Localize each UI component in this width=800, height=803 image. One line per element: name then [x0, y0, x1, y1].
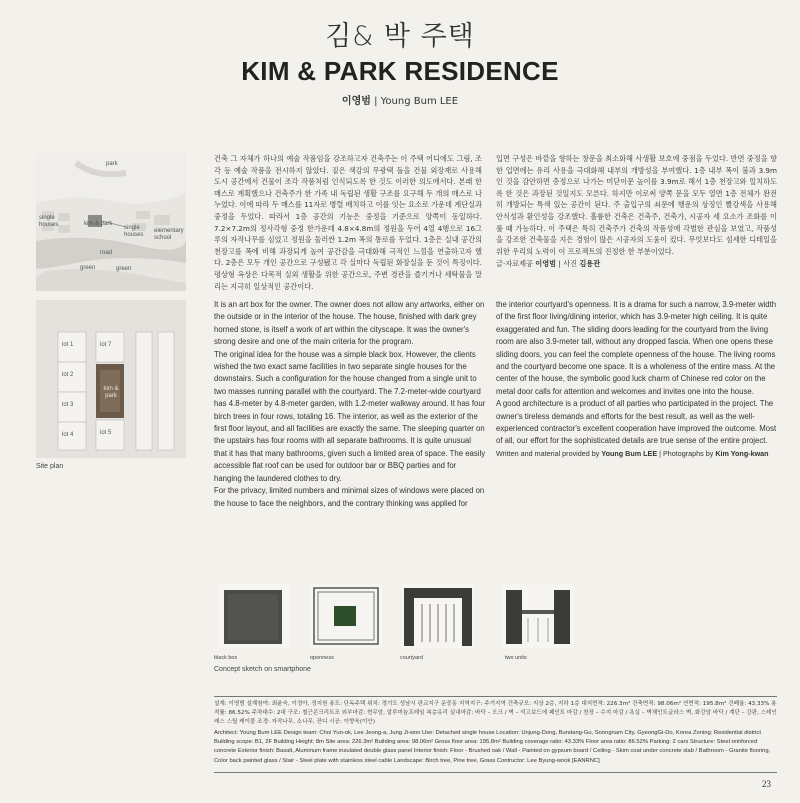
- korean-credit: [496, 258, 777, 270]
- map-label-green-2: green: [116, 266, 132, 272]
- lot-label-7: lot 7: [100, 342, 112, 348]
- english-paragraph-4: the interior courtyard's openness. It is a drama for such a narrow, 3.9-meter width of the first floor living/dining interior, which has 3.9-meter high ceiling. It is quite exaggerated and fun. The sliding doors leading for the courtyard from the living room are also 3.9-meter tall, without any dropped fascia. When one opens these sliding doors, you can feel the complete openness of the house. The living rooms and the courtyard become one space. It is a wholeness of the entire mass. At the center of the house, the symbolic good luck charm of Chinese red color on the metal door calls for attention and welcomes and invites one into the house.: [496, 300, 777, 396]
- korean-credit-author: 이영범: [535, 259, 557, 269]
- korean-credit-sep: | 사진: [556, 259, 580, 269]
- korean-text-column-1: [214, 153, 482, 292]
- specs-english: Architect: Young Bum LEE Design team: Choi Yun-ok, Lee Jeong-a, Jung Ji-won Use: Detached single house Location: Unjung-Dong, Bundang-Gu, Soongnam City, GyeongGi-Do, Korea Zoning: Residential district Building scope: B1, 2F Building Height: 8m Site area: 226.3m² Building area: 98.06m² Gross floor area: 195.8m² Building coverage ratio: 43.33% Floor area ratio: 86.52% Parking: 2 cars Structure: Steel reinforced concrete Exterior finish: Basalt, Aluminum frame insulated double glass panel Interior finish: Floor - Brushed oak / Wall - Painted on gypsum board / Ceiling - Skim coat under concrete slab / Bathroom - Granite flooring, Color back painted glass / Stair - Steel plate with stainless steel cable Landscape: Birch tree, Pine tree, Grass Contructor: Lee Byung-wook [EANRNC]: [214, 730, 771, 764]
- english-text-column-1: [214, 299, 486, 510]
- author-line: [0, 92, 800, 107]
- sketch-courtyard: [398, 580, 478, 652]
- lot-label-5: lot 5: [100, 430, 112, 436]
- author-english: Young Bum LEE: [380, 96, 459, 107]
- specs-rule-top: [214, 696, 777, 697]
- english-credit-sep: | Photographs by: [657, 448, 716, 458]
- map-label-park: park: [106, 161, 118, 167]
- english-credit: [496, 448, 778, 460]
- lot-label-3: lot 3: [62, 402, 74, 408]
- english-text-column-2: [496, 299, 778, 460]
- korean-credit-prefix: 글·자료제공: [496, 259, 536, 269]
- english-paragraph-1: It is an art box for the owner. The owner does not allow any artworks, either on the outside or in the interior of the house. The house, finished with dark grey horned stone, is itself a work of art within the cityscape. It was the owner's strong desire and one of the main criteria for the program.: [214, 300, 485, 347]
- sketch-label-two-units: two units: [505, 655, 527, 661]
- lot-label-2: lot 2: [62, 372, 74, 378]
- sketch-label-black-box: black box: [214, 655, 238, 661]
- english-credit-author: Young Bum LEE: [601, 448, 658, 458]
- site-aerial-map: [36, 153, 186, 291]
- author-korean: 이영범: [341, 96, 371, 107]
- english-credit-prefix: Written and material provided by: [496, 448, 602, 458]
- map-label-single-houses-left: single houses: [39, 215, 59, 228]
- korean-paragraph-2: 입면 구성은 바깥을 향하는 창문을 최소화해 사생활 보호에 중점을 두었다. 반면 중정을 향한 입면에는 유리 사용을 극대화해 내부의 개방성을 부여했다. 1층 내부 폭이 불과 3.9m인 것을 감안하면 층정으로 나가는 미닫이문 높이를 3.9m로 해서 1층 천장고와 일치하도록 한 것은 과장된 것일지도 모른다. 하지만 이로써 양쪽 문을 모두 열면 1층 전체가 완전히 개방되는 특색 있는 공간이 된다. 주 출입구의 쇠문에 행운의 상징인 빨강색을 사용해 안식성과 환인성을 강조했다. 훌륭한 건축은 건축주, 건축가, 시공자 세 요소가 조화를 이룰 때 가능하다. 이 주택은 특히 건축주가 건축의 작품성에 각별한 관심을 보였고, 작품성을 강조한 건축물을 지은 경험이 많은 시공자의 도움이 컸다. 무엇보다도 섬세한 디테일을 위한 우리의 노력이 이 프로젝트의 진정한 한 부분이었다.: [496, 154, 777, 256]
- english-paragraph-2: The original idea for the house was a simple black box. However, the clients wished the two exact same facilities in two separate single houses for the downstairs. Such a configuration for the house changed from a single unit to two masses running parallel with the courtyard. The 7.2-meter-wide courtyard has 4.8-meter by 4.8-meter garden, with 1.2-meter walkway around. It has four birch trees in four rows, totaling 16. The interior, as well as the exterior of the first floor layout, and all facilities are exactly the same. The sleeping quarter on the upstairs has four rooms with all separate bathrooms. It is quite unusual that it has that many bathrooms, given such a limited area of space. The easily accessible flat roof can be used for outdoor bar or BBQ parties and for hanging the laundered clothes to dry.: [214, 349, 486, 483]
- map-label-elementary-school: elementary school: [154, 228, 184, 241]
- english-paragraph-5: A good architecture is a product of all parties who participated in the project. The owner's tireless demands and efforts for the best result, as well as the well-experienced contractor's excellent cooperation have improved the outcome. Most of all, our effort for the sophisticated details are true sense of the entire project.: [496, 399, 777, 446]
- korean-text-column-2: [496, 153, 777, 270]
- sketch-black-box: [214, 580, 294, 652]
- map-label-green-1: green: [80, 265, 96, 271]
- english-credit-photo: Kim Yong-kwan: [715, 448, 769, 458]
- korean-paragraph-1: 건축 그 자체가 하나의 예술 작품임을 강조하고자 건축주는 이 주택 어디에도 그림, 조각 등 예술 작품을 전시하지 않았다. 짙은 색감의 무광택 돌을 건물 외장재로 사용해 도시 공간에서 건물이 조각 작품처럼 인식되도록 한 것도 이러한 의도에서다. 본래 한 매스로 계획했으나 건축주가 한 가족 내 독립된 생활 구조를 요구해 두 개의 매스로 나누었다. 이에 따라 두 매스를 11자로 병렬 배치하고 이를 잇는 요소로 가운데 계단실과 중정을 두었다. 따라서 1층 공간의 기능은 중정을 기준으로 양쪽이 동일하다. 7.2×7.2m의 정사각형 중정 한가운데 4.8×4.8m의 정원을 두어 4열 4행으로 16그루의 자작나무를 심었고 정원을 둘러싼 1.2m 폭의 통로를 두었다. 1층은 실내 공간의 천장고를 폭에 비해 과장되게 높여 공간감을 극대화해 극적인 느낌을 연출하고자 했다. 2층은 모두 개인 공간으로 구성됐고 각 실마다 독립된 화장실을 둔 것이 특징이다. 평상형 옥상은 다목적 실외 생활을 위한 공간으로, 주변 경관을 즐기거나 세탁물을 말리는 지극히 일상적인 공간이다.: [214, 154, 482, 291]
- specs-rule-bottom: [214, 772, 777, 773]
- english-paragraph-3: For the privacy, limited numbers and minimal sizes of windows were placed on the house to face the neighbors, and the contrary thinking was applied for: [214, 486, 485, 508]
- lot-label-kim-park: kim & park: [103, 386, 119, 399]
- sketch-two-units: [498, 580, 578, 652]
- sketch-openness: [306, 580, 386, 652]
- korean-credit-photo: 김용관: [579, 259, 601, 269]
- sketch-label-courtyard: courtyard: [400, 655, 423, 661]
- sketch-label-openness: openness: [310, 655, 334, 661]
- specs-korean: 설계: 이영범 설계참여: 최윤숙, 이정아, 정지원 용도: 단독주택 위치: 경기도 성남시 판교지구 운중동 지역지구: 주거지역 건축규모: 지상 2층, 지하 1층 대지면적: 226.3m² 건축면적: 98.06m² 연면적: 195.8m² 건폐율: 43.33% 용적률: 86.52% 주차대수: 2대 구조: 철근콘크리트조 외부마감: 현무암, 알루미늄프레임 복층유리 실내마감: 바닥 – 오크 / 벽 – 석고보드에 페인트 마감 / 천장 – 수지 마감 / 욕실 – 벽체인트글라스 벽, 화강암 바닥 / 계단 – 강판, 스테인레스 스틸 케이블 조경: 자작나무, 소나무, 잔디 시공: 이향욱(이안): [214, 701, 777, 725]
- site-lot-plan: [36, 300, 186, 458]
- page-title-english: KIM & PARK RESIDENCE: [241, 56, 559, 86]
- concept-sketch-caption: Concept sketch on smartphone: [214, 666, 311, 673]
- author-separator: |: [370, 96, 381, 107]
- lot-label-1: lot 1: [62, 342, 74, 348]
- page-number: 23: [762, 779, 771, 789]
- map-label-single-houses-mid: single houses: [124, 225, 144, 238]
- page-title-korean: 김& 박 주택: [325, 21, 475, 52]
- map-label-kim-park: kim & park: [84, 221, 113, 227]
- site-plan-caption: Site plan: [36, 463, 64, 470]
- lot-label-4: lot 4: [62, 432, 74, 438]
- map-label-road: road: [100, 250, 113, 256]
